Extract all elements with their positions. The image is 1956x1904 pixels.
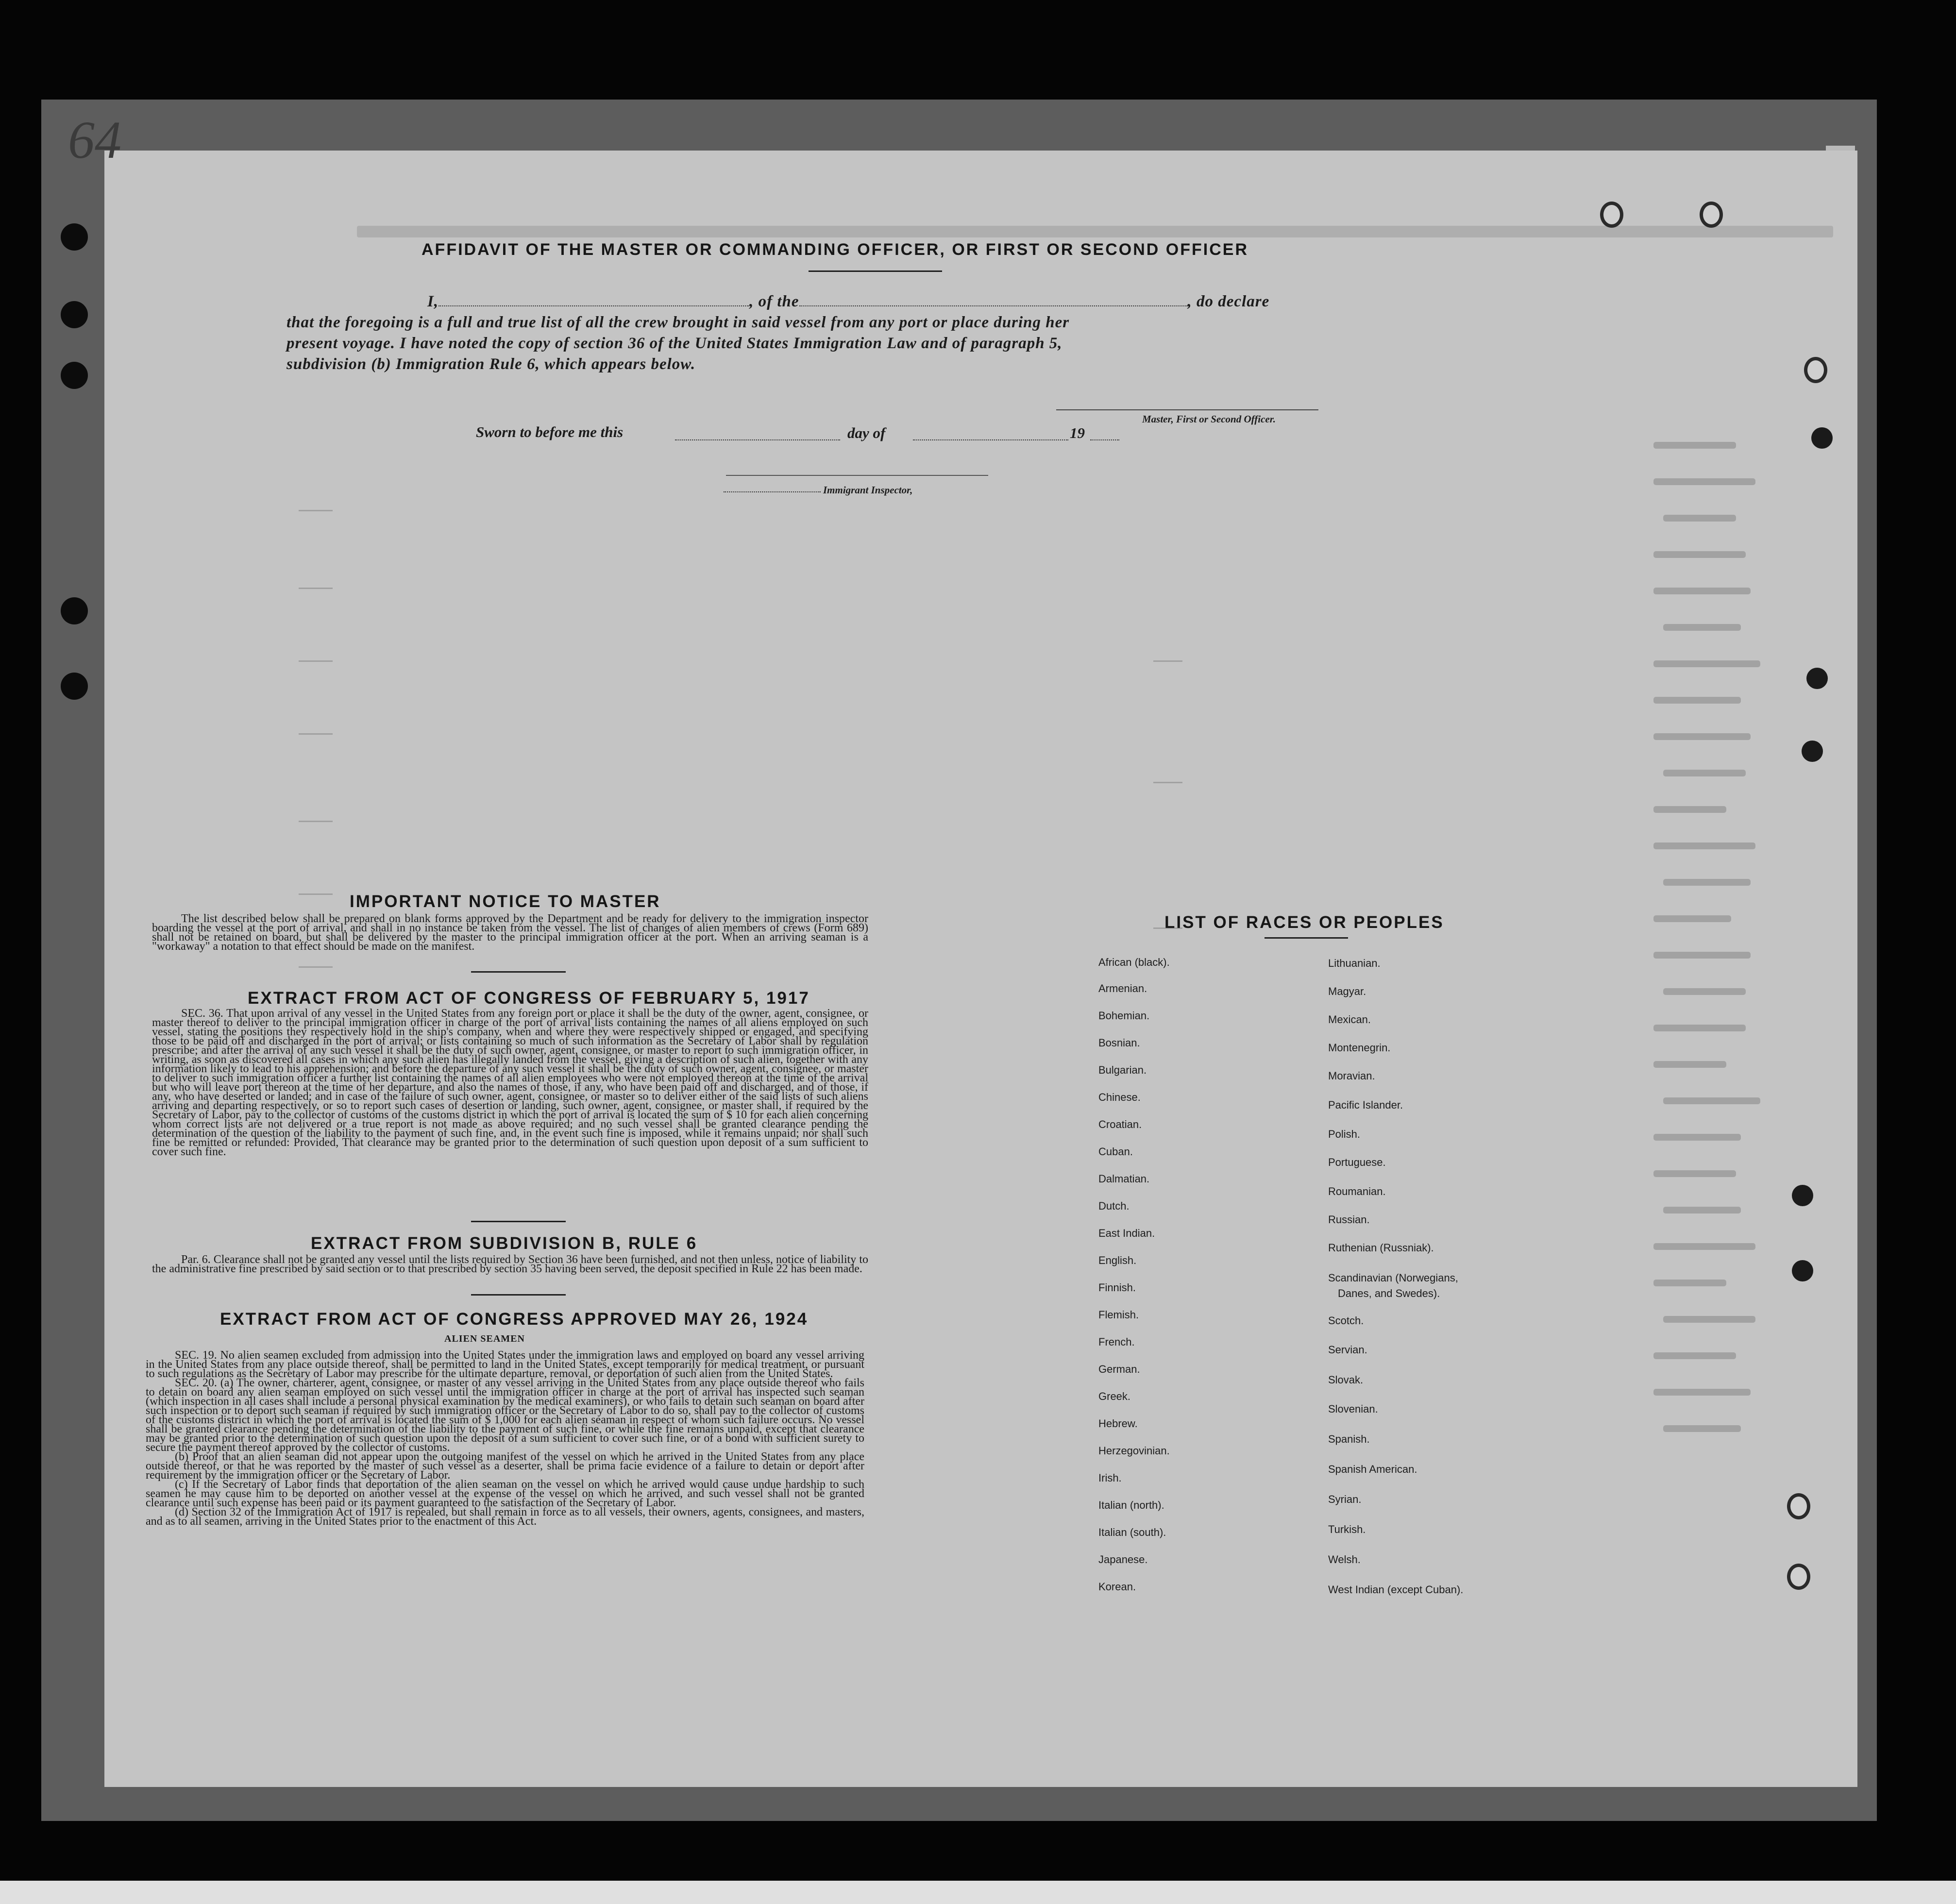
- binder-hole: [1802, 741, 1823, 762]
- race-item: Slovak.: [1328, 1374, 1364, 1386]
- affidavit-title: AFFIDAVIT OF THE MASTER OR COMMANDING OFFICER, OR FIRST OR SECOND OFFICER: [422, 240, 1248, 259]
- act-1917-paragraph: SEC. 36. That upon arrival of any vessel in the United States from any foreign port or place it shall be the duty of the owner, agent, consignee, or master thereof to deliver to the principal immigration officer in charge of the port of arrival lists containing the names of all aliens employed on such vessel, stating the positions they respectively hold in the ship's company, when and where they were respectively shipped or engaged, and specifying those to be paid off and discharged in the port of arrival; or lists containing so much of such information as the Secretary of Labor shall by regulation prescribe; and after the arrival of any such vessel it shall be the duty of such owner, agent, consignee, or master to report to such immigration officer, in writing, as soon as discovered all cases in which any such alien has illegally landed from the vessel, giving a description of such alien, together with any information likely to lead to his apprehension; and before the departure of any such vessel it shall be the duty of such owner, agent, consignee, or master to deliver to such immigration officer a further list containing the names of all alien employees who were not employed thereon at the time of the arrival but who will leave port thereon at the time of her departure, and also the names of those, if any, who have been paid off and discharged, and of those, if any, who have deserted or landed; and in case of the failure of such owner, agent, consignee, or master so to deliver either of the said lists of such aliens arriving and departing respectively, or so to report such cases of desertion or landing, such owner, agent, consignee, or master shall, if required by the Secretary of Labor, pay to the collector of customs of the customs district in which the port of arrival is located the sum of $ 10 for each alien concerning whom correct lists are not delivered or a true report is not made as above required; and no such vessel shall be granted clearance pending the determination of the question of the liability to the payment of such fine, and, in the event such fine is imposed, while it remains unpaid; nor shall such fine be remitted or refunded: Provided, That clearance may be granted prior to the determination of such question upon deposit of a sum sufficient to cover such fine.: [152, 1007, 868, 1158]
- race-item: Moravian.: [1328, 1070, 1375, 1082]
- bleed-through-column: [1624, 442, 1857, 1704]
- race-item: Japanese.: [1098, 1553, 1148, 1566]
- race-item: Welsh.: [1328, 1553, 1361, 1566]
- do-declare-label: , do declare: [1187, 293, 1270, 310]
- act-1924-text: [146, 1351, 864, 1526]
- act-1924-paragraph: (d) Section 32 of the Immigration Act of 1917 is repealed, but shall remain in force as to all vessels, their owners, agents, consignees, and masters, and as to all seamen, arriving in the United States prior to the enactment of this Act.: [146, 1506, 864, 1528]
- race-item: Polish.: [1328, 1128, 1361, 1140]
- binder-hole: [1811, 427, 1833, 449]
- race-item: Servian.: [1328, 1344, 1367, 1356]
- race-item: Scotch.: [1328, 1314, 1364, 1327]
- inspector-line[interactable]: [726, 475, 988, 476]
- race-item: English.: [1098, 1254, 1137, 1266]
- binder-hole: [61, 301, 88, 328]
- race-item: Cuban.: [1098, 1146, 1133, 1158]
- rule-6-text: [152, 1255, 868, 1274]
- signature-line[interactable]: [1056, 409, 1318, 410]
- race-item: Ruthenian (Russniak).: [1328, 1242, 1434, 1254]
- binder-hole: [1792, 1260, 1813, 1281]
- scan-bottom-edge: [0, 1881, 1956, 1904]
- race-item: French.: [1098, 1336, 1135, 1348]
- race-item: Armenian.: [1098, 982, 1147, 994]
- race-item: Scandinavian (Norwegians,: [1328, 1272, 1458, 1284]
- race-item: Croatian.: [1098, 1118, 1142, 1130]
- notice-text: [152, 914, 868, 951]
- race-item: Lithuanian.: [1328, 957, 1381, 969]
- race-item: Turkish.: [1328, 1523, 1366, 1535]
- i-label: I,: [427, 293, 439, 310]
- manifest-sheet: [104, 151, 1857, 1787]
- notice-title: IMPORTANT NOTICE TO MASTER: [350, 892, 661, 911]
- act-1917-text: [152, 1009, 868, 1157]
- notice-paragraph: The list described below shall be prepared on blank forms approved by the Department and be ready for delivery to the immigration inspector boarding the vessel at the port of arrival, and shall in no instance be taken from the vessel. The list of changes of alien members of crews (Form 689) shall not be retained on board, but shall be delivered by the master to the principal immigration officer at the port. When an arriving seaman is a "workaway" a notation to that effect should be made on the manifest.: [152, 912, 868, 953]
- race-item: Chinese.: [1098, 1091, 1141, 1103]
- race-item: Slovenian.: [1328, 1403, 1378, 1415]
- act-1924-title: EXTRACT FROM ACT OF CONGRESS APPROVED MAY 26, 1924: [220, 1310, 809, 1329]
- race-item: Flemish.: [1098, 1309, 1139, 1321]
- act-1924-paragraph: (b) Proof that an alien seaman did not appear upon the outgoing manifest of the vessel on which he arrived in the United States from any place outside thereof, or that he was reported by the master of such vessel as a deserter, shall be prima facie evidence of a failure to detain or deport after requirement by the immigration officer or the Secretary of Labor.: [146, 1450, 864, 1482]
- race-item: Montenegrin.: [1328, 1042, 1391, 1054]
- binder-hole: [1806, 668, 1828, 689]
- section-rule: [471, 1221, 566, 1222]
- title-rule: [809, 270, 942, 272]
- race-item: Irish.: [1098, 1472, 1122, 1484]
- declaration-line-4: subdivision (b) Immigration Rule 6, which appears below.: [287, 355, 696, 373]
- declaration-line-3: present voyage. I have noted the copy of section 36 of the United States Immigration Law and of paragraph 5,: [287, 335, 1062, 352]
- binder-hole: [61, 223, 88, 251]
- race-item: Russian.: [1328, 1213, 1370, 1226]
- declaration-line-2: that the foregoing is a full and true list of all the crew brought in said vessel from any port or place during her: [287, 314, 1070, 331]
- binder-ring: [1600, 202, 1623, 228]
- sworn-label: Sworn to before me this: [476, 423, 624, 440]
- race-item: Dalmatian.: [1098, 1173, 1150, 1185]
- race-item: Dutch.: [1098, 1200, 1130, 1212]
- day-of-label: day of: [847, 424, 886, 441]
- act-1924-paragraph: SEC. 19. No alien seamen excluded from admission into the United States under the immigration laws and employed on board any vessel arriving in the United States from any place outside thereof, shall be permitted to land in the United States, except temporarily for medical treatment, or pursuant to such regulations as the Secretary of Labor may prescribe for the ultimate departure, removal, or deportation of such alien from the United States.: [146, 1349, 864, 1380]
- year-label: 19: [1070, 424, 1085, 441]
- race-item: East Indian.: [1098, 1227, 1155, 1239]
- inspector-caption: Immigrant Inspector,: [823, 484, 913, 496]
- race-item: Hebrew.: [1098, 1417, 1138, 1430]
- race-item: Spanish.: [1328, 1433, 1370, 1445]
- race-item: Bulgarian.: [1098, 1064, 1147, 1076]
- race-item: Bosnian.: [1098, 1037, 1140, 1049]
- sworn-month-field[interactable]: [913, 439, 1068, 440]
- race-item: Danes, and Swedes).: [1338, 1287, 1440, 1299]
- binder-ring: [1787, 1564, 1810, 1590]
- declaration-line-1: [287, 291, 1321, 312]
- binder-ring: [1787, 1493, 1810, 1519]
- signature-caption: Master, First or Second Officer.: [1142, 413, 1276, 425]
- master-name-field[interactable]: [438, 305, 749, 306]
- binder-hole: [61, 673, 88, 700]
- sworn-day-field[interactable]: [675, 439, 840, 440]
- race-item: Portuguese.: [1328, 1156, 1386, 1168]
- act-1924-paragraph: (c) If the Secretary of Labor finds that deportation of the alien seaman on the vessel on which he arrived would cause undue hardship to such seamen he may cause him to be deported on another vessel at the expense of the vessel on which he arrived, and such vessel shall not be granted clearance until such expense has been paid or its payment guaranteed to the satisfaction of the Secretary of Labor.: [146, 1478, 864, 1509]
- race-item: Magyar.: [1328, 985, 1366, 997]
- of-the-label: , of the: [749, 293, 799, 310]
- section-rule: [471, 971, 566, 973]
- race-item: Mexican.: [1328, 1013, 1371, 1026]
- section-rule: [471, 1294, 566, 1296]
- sworn-year-field[interactable]: [1090, 439, 1119, 440]
- act-1917-title: EXTRACT FROM ACT OF CONGRESS OF FEBRUARY 5, 1917: [248, 989, 810, 1008]
- race-item: Korean.: [1098, 1581, 1136, 1593]
- affidavit-declaration: [287, 291, 1321, 375]
- race-item: German.: [1098, 1363, 1140, 1375]
- races-rule: [1265, 937, 1348, 939]
- race-item: Italian (south).: [1098, 1526, 1166, 1538]
- binder-hole: [61, 597, 88, 624]
- race-item: Italian (north).: [1098, 1499, 1164, 1511]
- race-item: Finnish.: [1098, 1281, 1136, 1294]
- race-item: Herzegovinian.: [1098, 1445, 1170, 1457]
- race-item: African (black).: [1098, 956, 1170, 968]
- margin-mark: 64: [68, 110, 121, 169]
- binder-hole: [1792, 1185, 1813, 1206]
- binder-hole: [61, 362, 88, 389]
- race-item: Roumanian.: [1328, 1185, 1386, 1197]
- alien-seamen-subtitle: ALIEN SEAMEN: [444, 1333, 525, 1344]
- race-item: Bohemian.: [1098, 1010, 1150, 1022]
- act-1924-paragraph: SEC. 20. (a) The owner, charterer, agent, consignee, or master of any vessel arriving in the United States from any place outside thereof who fails to detain on board any alien seaman employed on such vessel until the immigration officer in charge at the port of arrival has inspected such seaman (which inspection in all cases shall include a personal physical examination by the medical examiners), or who fails to detain such seaman on board after such inspection or to deport such seaman if required by such immigration officer or the Secretary of Labor to do so, shall pay to the collector of customs of the customs district in which the port of arrival is located the sum of $ 1,000 for each alien seaman in respect of whom such failure occurs. No vessel shall be granted clearance pending the determination of the liability to the payment of such fine, or while the fine remains unpaid, except that clearance may be granted prior to the determination of such question upon the deposit of a sum sufficient to cover such fine, or of a bond with sufficient surety to secure the payment thereof approved by the collector of customs.: [146, 1377, 864, 1454]
- binder-ring: [1700, 202, 1723, 228]
- race-item: West Indian (except Cuban).: [1328, 1584, 1464, 1596]
- vessel-name-field[interactable]: [799, 305, 1188, 306]
- rule-6-paragraph: Par. 6. Clearance shall not be granted any vessel until the lists required by Section 36 have been furnished, and not then unless, notice of liability to the administrative fine prescribed by said section or to that prescribed by section 35 having been served, the deposit specified in Rule 22 has been made.: [152, 1253, 868, 1275]
- race-item: Syrian.: [1328, 1493, 1362, 1505]
- binder-ring: [1804, 357, 1827, 383]
- inspector-field[interactable]: [724, 491, 821, 492]
- race-item: Greek.: [1098, 1390, 1131, 1402]
- race-item: Pacific Islander.: [1328, 1099, 1403, 1111]
- rule-6-title: EXTRACT FROM SUBDIVISION B, RULE 6: [311, 1234, 698, 1253]
- race-item: Spanish American.: [1328, 1463, 1417, 1475]
- races-title: LIST OF RACES OR PEOPLES: [1164, 913, 1444, 932]
